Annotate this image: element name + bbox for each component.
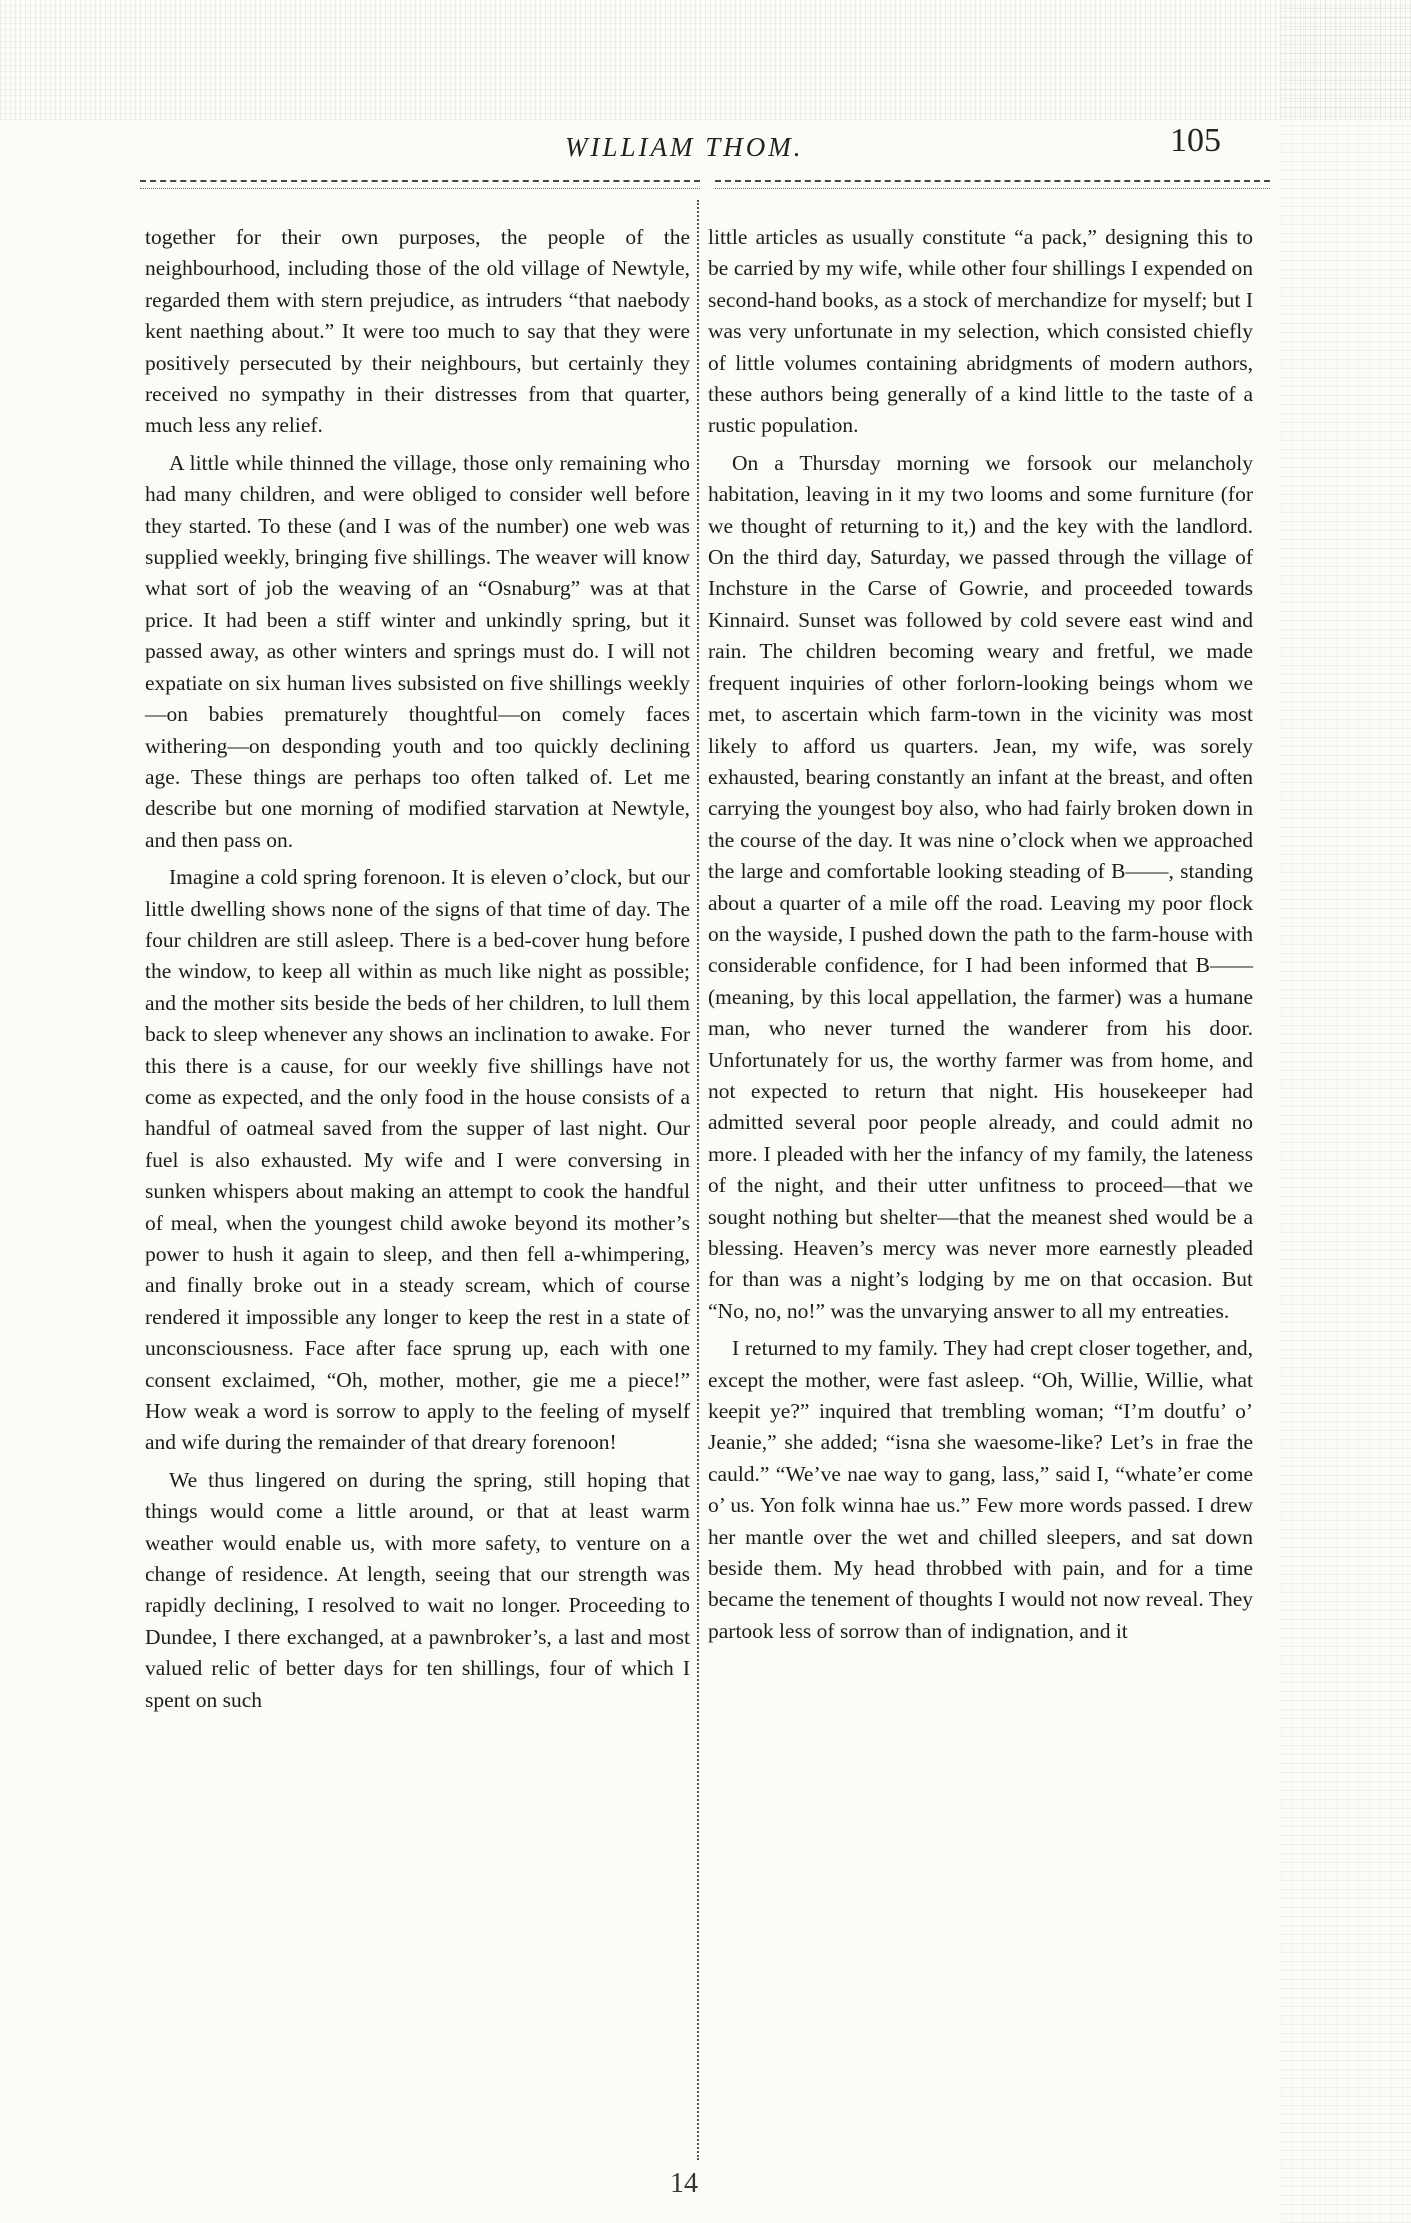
right-column xyxy=(708,222,1253,1647)
left-paragraph-3: Imagine a cold spring forenoon. It is eleven o’clock, but our little dwelling shows none of the signs of that time of day. The four children are still asleep. There is a bed-cover hung before the window, to keep all within as much like night as possible; and the mother sits beside the beds of her children, to lull them back to sleep whenever any shows an inclination to awake. For this there is a cause, for our weekly five shillings have not come as expected, and the only food in the house consists of a handful of oatmeal saved from the supper of last night. Our fuel is also exhausted. My wife and I were conversing in sunken whispers about making an attempt to cook the handful of meal, when the youngest child awoke beyond its mother’s power to hush it again to sleep, and then fell a-whimpering, and finally broke out in a steady scream, which of course rendered it impossible any longer to keep the rest in a state of unconsciousness. Face after face sprung up, each with one consent exclaimed, “Oh, mother, mother, gie me a piece!” How weak a word is sorrow to apply to the feeling of myself and wife during the remainder of that dreary forenoon! xyxy=(145,865,690,1455)
left-paragraph-4: We thus lingered on during the spring, still hoping that things would come a little around, or that at least warm weather would enable us, with more safety, to venture on a change of residence. At length, seeing that our strength was rapidly declining, I resolved to wait no longer. Proceeding to Dundee, I there exchanged, at a pawnbroker’s, a last and most valued relic of better days for ten shillings, four of which I spent on such xyxy=(145,1467,690,1712)
header-rule-left xyxy=(140,180,700,189)
scan-noise-top xyxy=(0,0,1411,120)
signature-mark: 14 xyxy=(670,2168,698,2199)
scan-noise-right xyxy=(1281,0,1411,2223)
left-paragraph-1: together for their own purposes, the people of the neighbourhood, including those of the old village of Newtyle, regarded them with stern prejudice, as intruders “that naebody kent naething about.” It were too much to say that they were positively persecuted by their neighbours, but certainly they received no sympathy in their distresses from that quarter, much less any relief. xyxy=(145,225,690,438)
page-number: 105 xyxy=(1170,122,1221,159)
header-rule-right xyxy=(715,180,1270,189)
running-title: WILLIAM THOM. xyxy=(565,132,804,162)
right-paragraph-2: On a Thursday morning we forsook our melancholy habitation, leaving in it my two looms and some furniture (for we thought of returning to it,) and the key with the landlord. On the third day, Saturday, we passed through the village of Inchsture in the Carse of Gowrie, and proceeded towards Kinnaird. Sunset was followed by cold severe east wind and rain. The children becoming weary and fretful, we made frequent inquiries of other forlorn-looking beings whom we met, to ascertain which farm-town in the vicinity was most likely to afford us quarters. Jean, my wife, was sorely exhausted, bearing constantly an infant at the breast, and often carrying the youngest boy also, who had fairly broken down in the course of the day. It was nine o’clock when we approached the large and comfortable looking steading of B——, standing about a quarter of a mile off the road. Leaving my poor flock on the wayside, I pushed down the path to the farm-house with considerable confidence, for I had been informed that B—— (meaning, by this local appellation, the farmer) was a humane man, who never turned the wanderer from his door. Unfortunately for us, the worthy farmer was from home, and not expected to return that night. His housekeeper had admitted several poor people already, and could admit no more. I pleaded with her the infancy of my family, the lateness of the night, and their utter unfitness to proceed—that we sought nothing but shelter—that the meanest shed would be a blessing. Heaven’s mercy was never more earnestly pleaded for than was a night’s lodging by me on that occasion. But “No, no, no!” was the unvarying answer to all my entreaties. xyxy=(708,450,1253,1323)
left-paragraph-2: A little while thinned the village, those only remaining who had many children, and were obliged to consider well before they started. To these (and I was of the number) one web was supplied weekly, bringing five shillings. The weaver will know what sort of job the weaving of an “Osnaburg” was at that price. It had been a stiff winter and unkindly spring, but it passed away, as other winters and springs must do. I will not expatiate on six human lives subsisted on five shillings weekly—on babies prematurely thoughtful—on comely faces withering—on desponding youth and too quickly declining age. These things are perhaps too often talked of. Let me describe but one morning of modified starvation at Newtyle, and then pass on. xyxy=(145,450,690,852)
right-paragraph-1: little articles as usually constitute “a pack,” designing this to be carried by my wife, while other four shillings I expended on second-hand books, as a stock of merchandize for myself; but I was very unfortunate in my selection, which consisted chiefly of little volumes containing abridgments of modern authors, these authors being generally of a kind little to the taste of a rustic population. xyxy=(708,225,1253,438)
right-paragraph-3: I returned to my family. They had crept closer together, and, except the mother, were fast asleep. “Oh, Willie, Willie, what keepit ye?” inquired that trembling woman; “I’m doutfu’ o’ Jeanie,” she added; “isna she waesome-like? Let’s in frae the cauld.” “We’ve nae way to gang, lass,” said I, “whate’er come o’ us. Yon folk winna hae us.” Few more words passed. I drew her mantle over the wet and chilled sleepers, and sat down beside them. My head throbbed with pain, and for a time became the tenement of thoughts I would not now reveal. They partook less of sorrow than of indignation, and it xyxy=(708,1336,1253,1643)
left-column xyxy=(145,222,690,1716)
column-divider xyxy=(697,200,699,2160)
